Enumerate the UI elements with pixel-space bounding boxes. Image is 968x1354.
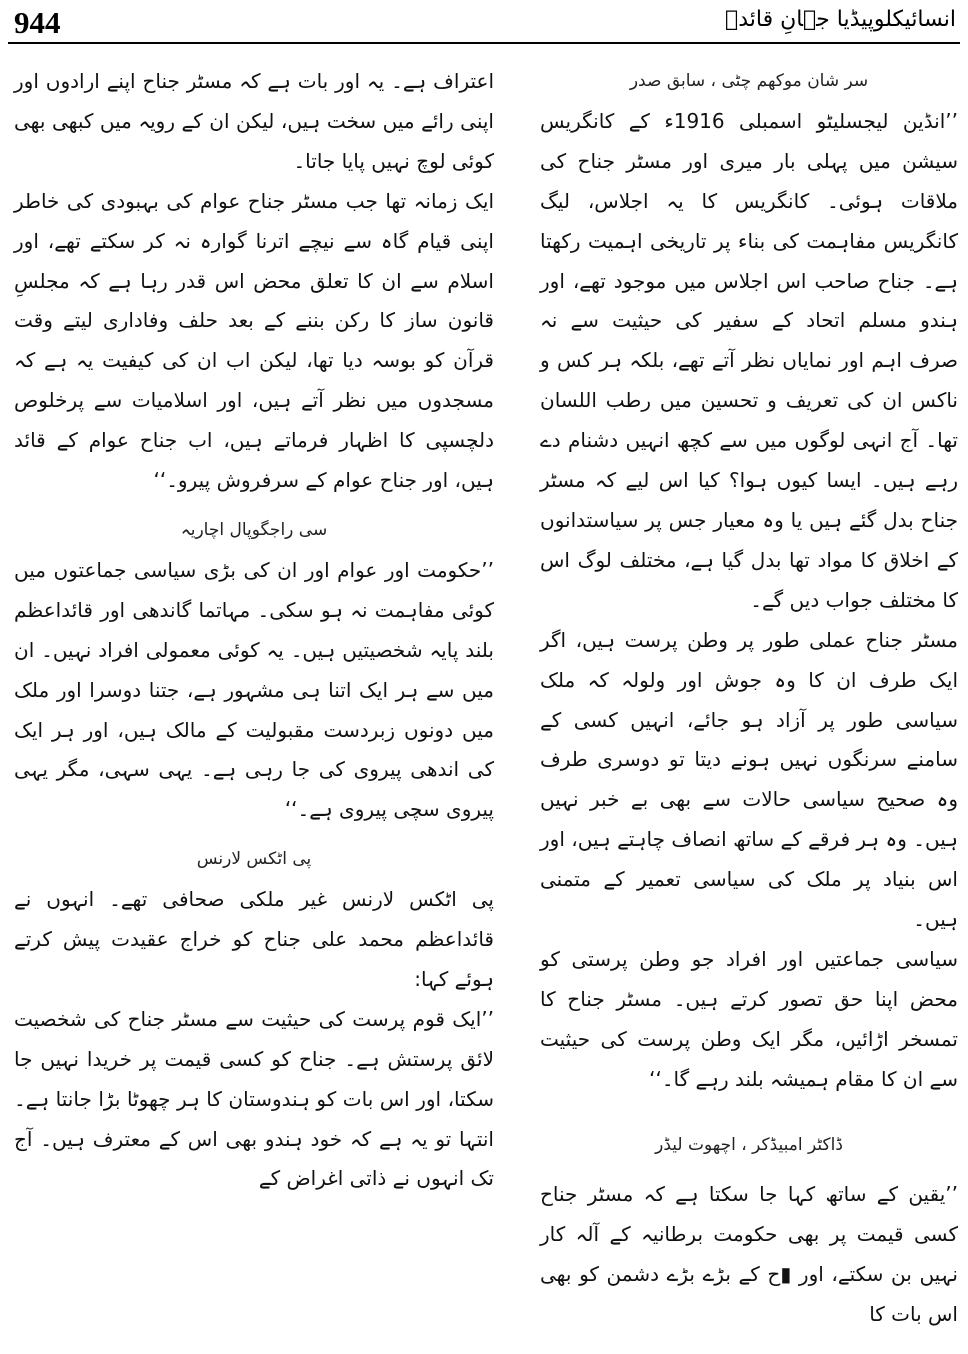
- paragraph: ایک زمانہ تھا جب مسٹر جناح عوام کی بہبودی کی خاطر اپنی قیام گاہ سے نیچے اترنا گوارہ نہ کر سکتے تھے، اور اسلام سے ان کا تعلق محض اس قدر رہا ہے کہ مجلسِ قانون ساز کا رکن بننے کے بعد حلف وفاداری لیتے وقت قرآن کو بوسہ دیا تھا، لیکن اب ان کی کیفیت یہ ہے کہ مسجدوں میں نظر آتے ہیں، اور اسلامیات سے پرخلوص دلچسپی کا اظہار فرماتے ہیں، اب جناح عوام کے قائد ہیں، اور جناح عوام کے سرفروش پیرو۔‘‘: [14, 188, 494, 493]
- paragraph: اعتراف ہے۔ یہ اور بات ہے کہ مسٹر جناح اپنے ارادوں اور اپنی رائے میں سخت ہیں، لیکن ان کے رویہ میں کبھی بھی کوئی لوچ نہیں پایا جاتا۔: [14, 69, 494, 173]
- section-heading: سر شان موکھم چٹی ، سابق صدر: [629, 71, 869, 91]
- left-column: [14, 62, 494, 1199]
- spacer: [14, 830, 494, 840]
- paragraph: ’’یقین کے ساتھ کہا جا سکتا ہے کہ مسٹر جناح کسی قیمت پر بھی حکومت برطانیہ کے آلہ کار نہیں بن سکتے، اور ▮ح کے بڑے بڑے دشمن کو بھی اس بات کا: [540, 1182, 958, 1327]
- paragraph: پی اٹکس لارنس غیر ملکی صحافی تھے۔ انہوں نے قائداعظم محمد علی جناح کو خراج عقیدت پیش کرتے ہوئے کہا:: [14, 887, 494, 991]
- right-column: [540, 62, 958, 1335]
- paragraph: ’’انڈین لیجسلیٹو اسمبلی 1916ء کے کانگریس سیشن میں پہلی بار میری اور مسٹر جناح کی ملاقات ہوئی۔ کانگریس کا یہ اجلاس، لیگ کانگریس مفاہمت کی بناء پر تاریخی اہمیت رکھتا ہے۔ جناح صاحب اس اجلاس میں موجود تھے، اور ہندو مسلم اتحاد کے سفیر کی حیثیت سے نہ صرف اہم اور نمایاں نظر آتے تھے، بلکہ ہر کس و ناکس ان کی تعریف و تحسین میں رطب اللسان تھا۔ آج انہی لوگوں میں سے کچھ انہیں دشنام دے رہے ہیں۔ ایسا کیوں ہوا؟ کیا اس لیے کہ مسٹر جناح بدل گئے ہیں یا وہ معیار جس پر سیاستدانوں کے اخلاق کا مواد تھا بدل گیا ہے، مختلف لوگ اس کا مختلف جواب دیں گے۔: [540, 108, 959, 612]
- book-title: انسائیکلوپیڈیا جہانِ قائدؒ: [725, 7, 956, 32]
- paragraph: ’’حکومت اور عوام اور ان کی بڑی سیاسی جماعتوں میں کوئی مفاہمت نہ ہو سکی۔ مہاتما گاندھی اور قائداعظم بلند پایہ شخصیتیں ہیں۔ یہ کوئی معمولی افراد نہیں۔ ان میں سے ہر ایک اتنا ہی مشہور ہے، جتنا دوسرا اور ملک میں دونوں زبردست مقبولیت کے مالک ہیں، اور ہر ایک کی اندھی پیروی کی جا رہی ہے۔ یہی سہی، مگر یہی پیروی سچی پیروی ہے۔‘‘: [14, 557, 494, 822]
- spacer: [14, 501, 494, 511]
- section-heading: پی اٹکس لارنس: [196, 849, 312, 870]
- paragraph: ’’ایک قوم پرست کی حیثیت سے مسٹر جناح کی شخصیت لائق پرستش ہے۔ جناح کو کسی قیمت پر خریدا نہیں جا سکتا، اور اس بات کو ہندوستان کا ہر چھوٹا بڑا جانتا ہے۔ انتہا تو یہ ہے کہ خود ہندو بھی اس کے معترف ہیں۔ آج تک انہوں نے ذاتی اغراض کے: [14, 1006, 494, 1191]
- header-rule: [8, 42, 960, 44]
- page-number: 944: [14, 5, 61, 40]
- paragraph: سیاسی جماعتیں اور افراد جو وطن پرستی کو محض اپنا حق تصور کرتے ہیں۔ مسٹر جناح کا تمسخر اڑائیں، مگر ایک وطن پرست کی حیثیت سے ان کا مقام ہمیشہ بلند رہے گا۔‘‘: [540, 946, 958, 1091]
- page-header: [0, 0, 968, 44]
- section-heading: ڈاکٹر امبیڈکر ، اچھوت لیڈر: [655, 1134, 843, 1155]
- spacer: [540, 1165, 958, 1175]
- paragraph: مسٹر جناح عملی طور پر وطن پرست ہیں، اگر ایک طرف ان کا وہ جوش اور ولولہ کہ ملک سیاسی طور پر آزاد ہو جائے، انہیں کسی کے سامنے سرنگوں نہیں ہونے دیتا تو دوسری طرف وہ صحیح سیاسی حالات سے بھی بے خبر نہیں ہیں۔ وہ ہر فرقے کے ساتھ انصاف چاہتے ہیں، اور اس بنیاد پر ملک کی سیاسی تعمیر کے متمنی ہیں۔: [540, 627, 958, 932]
- spacer: [540, 1100, 958, 1126]
- section-heading: سی راجگوپال اچاریہ: [180, 519, 328, 540]
